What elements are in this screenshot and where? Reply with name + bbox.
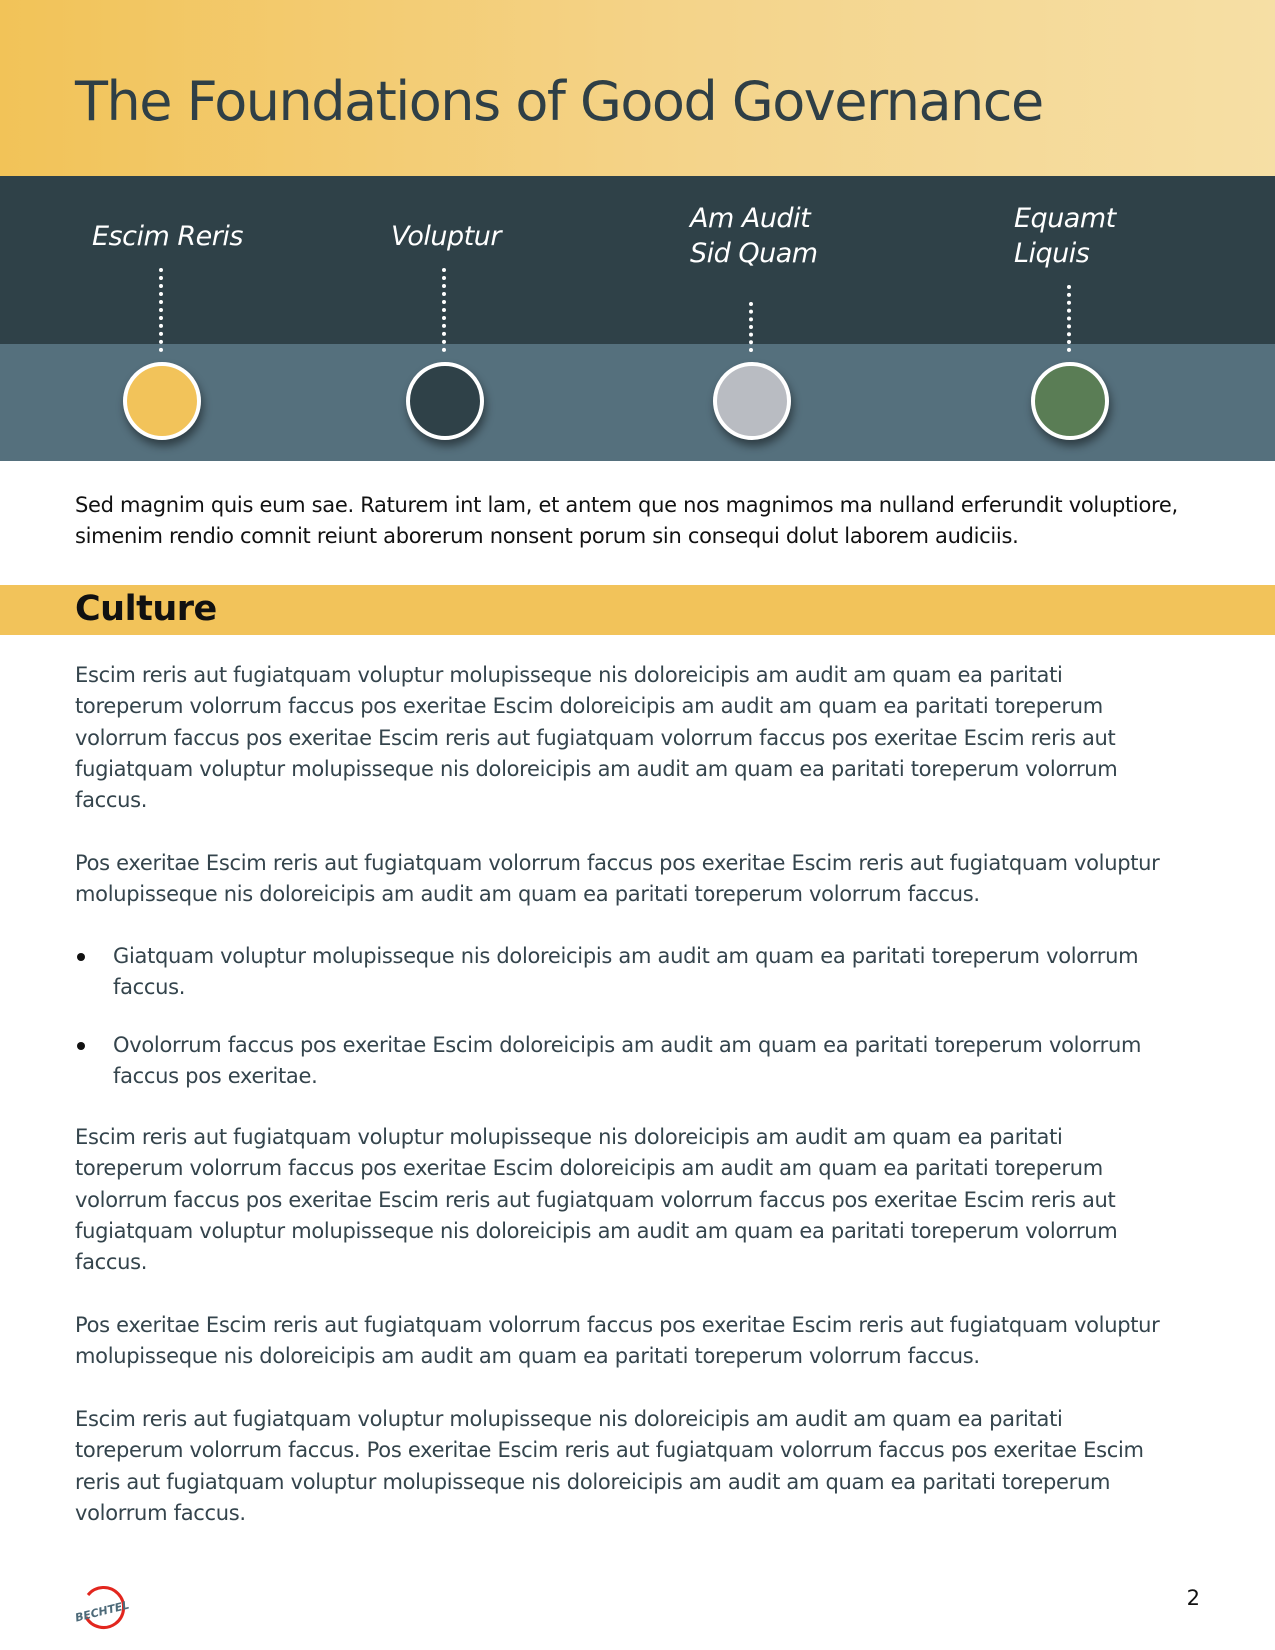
body-paragraph: Escim reris aut fugiatquam voluptur molupisseque nis doloreicipis am audit am quam ea paritati toreperum volorrum faccus pos exeritae Escim doloreicipis am audit am quam ea paritati toreperum volorrum faccus pos exeritae Escim reris aut fugiatquam volorrum faccus pos exeritae Escim reris aut fugiatquam voluptur molupisseque nis doloreicipis am audit am quam ea paritati toreperum volorrum faccus.	[75, 663, 1118, 813]
list-item	[75, 1030, 1175, 1093]
page-title: The Foundations of Good Governance	[75, 70, 1043, 133]
pillar-label: Equamt Liquis	[1014, 203, 1116, 269]
body-paragraph: Escim reris aut fugiatquam voluptur molupisseque nis doloreicipis am audit am quam ea paritati toreperum volorrum faccus. Pos exeritae Escim reris aut fugiatquam volorrum faccus pos exeritae Escim reris aut fugiatquam voluptur molupisseque nis doloreicipis am audit am quam ea paritati toreperum volorrum faccus.	[75, 1407, 1144, 1525]
list-item-text: Ovolorrum faccus pos exeritae Escim doloreicipis am audit am quam ea paritati toreperum volorrum faccus pos exeritae.	[113, 1032, 1142, 1088]
list-item-text: Giatquam voluptur molupisseque nis doloreicipis am audit am quam ea paritati toreperum volorrum faccus.	[113, 944, 1139, 1000]
bullet-list	[75, 941, 1175, 1118]
pillar-connector	[749, 302, 753, 352]
pillar-label: Am Audit Sid Quam	[690, 203, 818, 269]
bullet-icon	[77, 953, 85, 961]
body-paragraph: Pos exeritae Escim reris aut fugiatquam volorrum faccus pos exeritae Escim reris aut fugiatquam voluptur molupisseque nis doloreicipis am audit am quam ea paritati toreperum volorrum faccus.	[75, 851, 1160, 907]
pillar-label: Escim Reris	[92, 221, 243, 252]
bechtel-logo-icon	[72, 1581, 132, 1631]
section-heading: Culture	[75, 589, 217, 629]
pillar-circle	[1031, 362, 1109, 440]
body-paragraph: Escim reris aut fugiatquam voluptur molupisseque nis doloreicipis am audit am quam ea paritati toreperum volorrum faccus pos exeritae Escim doloreicipis am audit am quam ea paritati toreperum volorrum faccus pos exeritae Escim reris aut fugiatquam volorrum faccus pos exeritae Escim reris aut fugiatquam voluptur molupisseque nis doloreicipis am audit am quam ea paritati toreperum volorrum faccus.	[75, 1125, 1118, 1275]
bullet-icon	[77, 1042, 85, 1050]
pillar-circle	[406, 362, 484, 440]
pillar-circle	[713, 362, 791, 440]
pillar-circle	[123, 362, 201, 440]
pillar-connector	[159, 268, 163, 352]
pillar-label: Voluptur	[391, 221, 501, 252]
pillar-connector	[1067, 285, 1071, 352]
intro-paragraph: Sed magnim quis eum sae. Raturem int lam, et antem que nos magnimos ma nulland erferundit voluptiore, simenim rendio comnit reiunt aborerum nonsent porum sin consequi dolut laborem audiciis.	[75, 493, 1178, 548]
pillar-connector	[442, 268, 446, 352]
list-item	[75, 941, 1175, 1004]
page-number: 2	[1186, 1586, 1200, 1610]
logo-text: BECHTEL	[73, 1598, 131, 1625]
body-paragraph: Pos exeritae Escim reris aut fugiatquam volorrum faccus pos exeritae Escim reris aut fugiatquam voluptur molupisseque nis doloreicipis am audit am quam ea paritati toreperum volorrum faccus.	[75, 1313, 1160, 1369]
